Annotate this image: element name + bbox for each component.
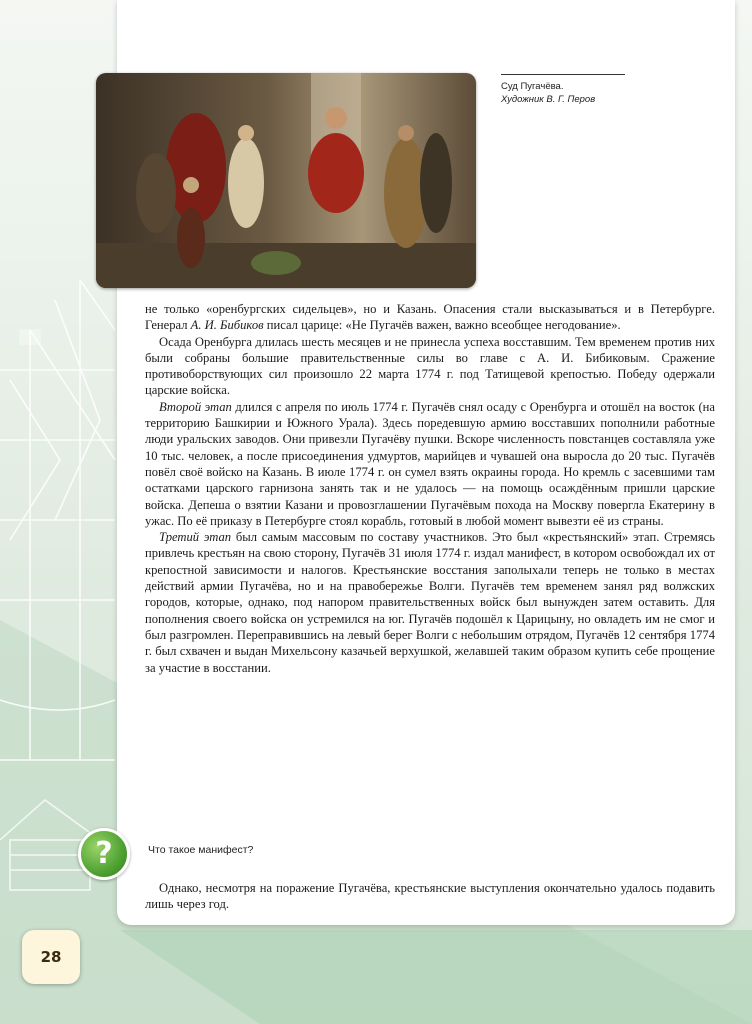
paragraph-3 — [145, 399, 715, 529]
closing-text: Однако, несмотря на поражение Пугачёва, крестьянские выступления окончательно удалось подавить лишь через год. — [145, 881, 715, 912]
caption-rule — [501, 74, 625, 75]
caption-artist: Художник В. Г. Перов — [501, 94, 596, 105]
text-segment: длился с апреля по июль 1774 г. Пугачёв снял осаду с Оренбурга и отошёл на восток (на территорию Башкирии и Южного Урала). Здесь поредевшую армию восставших пополнили работные люди уральских заводов. Они привезли Пугачёву пушки. Вскоре численность повстанцев составляла уже 10 тыс. человек, а после присоединения удмуртов, марийцев и чувашей она выросла до 20 тыс. Пугачёв повёл своё войско на Казань. В июле 1774 г. он сумел взять окраины города. Но кремль с засевшими там остатками царского гарнизона занять так и не удалось — на помощь осаждённым пришли царские войска. Депеша о взятии Казани и провозглашении Пугачёвым похода на Москву повергла Екатерину в ужас. По её приказу в Петербурге стоял корабль, готовый в любой момент вывезти её из страны. — [145, 399, 715, 528]
paragraph-2 — [145, 334, 715, 399]
text-segment: не только «оренбургских сидельцев», но и Казань. Опасения стали высказываться и в Петербурге. Генерал — [145, 302, 715, 333]
text-segment: Осада Оренбурга длилась шесть месяцев и не принесла успеха восставшим. Тем временем против них были собраны большие правительственные силы во главе с А. И. Бибиковым. Сражение противоборствующих сил произошло 22 марта 1774 г. под Татищевой крепостью. Победу одержали царские войска. — [145, 334, 715, 398]
caption-title: Суд Пугачёва. — [501, 81, 564, 92]
paragraph-1 — [145, 301, 715, 334]
question-text: Что такое манифест? — [148, 844, 254, 856]
page-number: 28 — [22, 930, 80, 984]
image-caption — [501, 74, 629, 106]
paragraph-4 — [145, 529, 715, 676]
text-segment-italic: Третий этап — [159, 530, 232, 545]
text-segment-italic: Второй этап — [159, 399, 232, 414]
text-segment: был самым массовым по составу участников. Это был «крестьянский» этап. Стремясь привлечь крестьян на свою сторону, Пугачёв 31 июля 1774 г. издал манифест, в котором освобождал их от крепостной зависимости и налогов. Крестьянские восстания заполыхали теперь не только в местах действий армии Пугачёва, но и на правобережье Волги. Пугачёв тем временем занял ряд волжских городов, которые, однако, под напором правительственных войск был вынужден затем оставить. Для пополнения своего войска он устремился на юг. Пугачёв подошёл к Царицыну, но овладеть им не смог и был разгромлен. Переправившись на левый берег Волги с небольшим отрядом, Пугачёв 12 сентября 1774 г. был схвачен и выдан Михельсону казачьей верхушкой, желавшей таким образом купить себе прощение за участие в восстании. — [145, 530, 715, 675]
closing-paragraph — [145, 880, 715, 913]
question-block — [78, 828, 708, 874]
question-mark-icon: ? — [78, 828, 130, 880]
text-segment: писал царице: «Не Пугачёв важен, важно всеобщее негодование». — [263, 318, 621, 333]
painting-image — [96, 73, 476, 288]
main-text — [145, 301, 715, 676]
text-segment-italic: А. И. Бибиков — [190, 318, 264, 333]
